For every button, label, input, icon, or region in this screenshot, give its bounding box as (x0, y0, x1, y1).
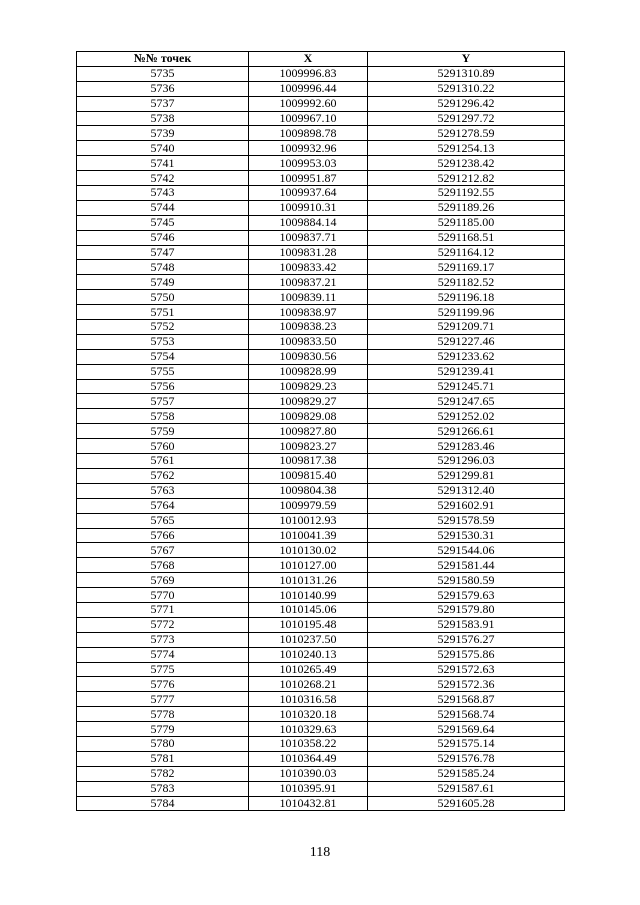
cell-y: 5291283.46 (368, 439, 565, 454)
table-row (77, 647, 565, 662)
cell-x: 1009898.78 (249, 126, 368, 141)
cell-y: 5291199.96 (368, 305, 565, 320)
table-row (77, 171, 565, 186)
cell-point-number: 5775 (77, 662, 249, 677)
cell-x: 1009823.27 (249, 439, 368, 454)
cell-x: 1010240.13 (249, 647, 368, 662)
table-row (77, 141, 565, 156)
table-row (77, 156, 565, 171)
cell-point-number: 5750 (77, 290, 249, 305)
cell-point-number: 5761 (77, 454, 249, 469)
cell-x: 1009937.64 (249, 186, 368, 201)
cell-point-number: 5760 (77, 439, 249, 454)
cell-point-number: 5778 (77, 707, 249, 722)
table-row (77, 111, 565, 126)
cell-y: 5291579.63 (368, 588, 565, 603)
table-row (77, 468, 565, 483)
cell-point-number: 5753 (77, 334, 249, 349)
cell-x: 1010012.93 (249, 513, 368, 528)
table-header-row (77, 52, 565, 67)
cell-x: 1010432.81 (249, 796, 368, 811)
cell-point-number: 5769 (77, 573, 249, 588)
cell-x: 1009951.87 (249, 171, 368, 186)
cell-y: 5291192.55 (368, 186, 565, 201)
cell-x: 1009996.44 (249, 81, 368, 96)
cell-point-number: 5773 (77, 632, 249, 647)
table-row (77, 677, 565, 692)
cell-point-number: 5758 (77, 409, 249, 424)
cell-point-number: 5746 (77, 230, 249, 245)
cell-x: 1010140.99 (249, 588, 368, 603)
cell-point-number: 5755 (77, 364, 249, 379)
cell-x: 1009827.80 (249, 424, 368, 439)
cell-y: 5291572.63 (368, 662, 565, 677)
cell-y: 5291310.22 (368, 81, 565, 96)
cell-x: 1010145.06 (249, 602, 368, 617)
cell-x: 1010265.49 (249, 662, 368, 677)
cell-point-number: 5780 (77, 736, 249, 751)
cell-x: 1009828.99 (249, 364, 368, 379)
cell-x: 1010316.58 (249, 692, 368, 707)
table-row (77, 305, 565, 320)
cell-point-number: 5749 (77, 275, 249, 290)
cell-point-number: 5774 (77, 647, 249, 662)
cell-x: 1010195.48 (249, 617, 368, 632)
cell-x: 1010041.39 (249, 528, 368, 543)
cell-point-number: 5766 (77, 528, 249, 543)
cell-x: 1010320.18 (249, 707, 368, 722)
table-row (77, 766, 565, 781)
cell-y: 5291568.74 (368, 707, 565, 722)
table-row (77, 394, 565, 409)
cell-y: 5291579.80 (368, 602, 565, 617)
table-row (77, 588, 565, 603)
cell-y: 5291168.51 (368, 230, 565, 245)
cell-y: 5291189.26 (368, 200, 565, 215)
cell-point-number: 5777 (77, 692, 249, 707)
table-row (77, 617, 565, 632)
cell-y: 5291239.41 (368, 364, 565, 379)
cell-point-number: 5784 (77, 796, 249, 811)
cell-x: 1009817.38 (249, 454, 368, 469)
cell-y: 5291585.24 (368, 766, 565, 781)
cell-point-number: 5779 (77, 722, 249, 737)
cell-x: 1009804.38 (249, 483, 368, 498)
cell-y: 5291310.89 (368, 66, 565, 81)
cell-point-number: 5754 (77, 349, 249, 364)
cell-point-number: 5748 (77, 260, 249, 275)
cell-point-number: 5764 (77, 498, 249, 513)
cell-y: 5291233.62 (368, 349, 565, 364)
table-row (77, 528, 565, 543)
cell-y: 5291252.02 (368, 409, 565, 424)
cell-y: 5291209.71 (368, 320, 565, 335)
table-row (77, 662, 565, 677)
table-row (77, 290, 565, 305)
table-row (77, 200, 565, 215)
table-row (77, 215, 565, 230)
cell-x: 1009932.96 (249, 141, 368, 156)
cell-y: 5291254.13 (368, 141, 565, 156)
cell-x: 1009837.71 (249, 230, 368, 245)
page-number: 118 (309, 845, 331, 860)
cell-x: 1009996.83 (249, 66, 368, 81)
cell-x: 1009839.11 (249, 290, 368, 305)
cell-y: 5291569.64 (368, 722, 565, 737)
cell-x: 1010127.00 (249, 558, 368, 573)
table-row (77, 796, 565, 811)
cell-y: 5291212.82 (368, 171, 565, 186)
cell-y: 5291605.28 (368, 796, 565, 811)
table-row (77, 379, 565, 394)
cell-x: 1009815.40 (249, 468, 368, 483)
table-row (77, 558, 565, 573)
cell-y: 5291576.78 (368, 751, 565, 766)
table-row (77, 573, 565, 588)
cell-point-number: 5740 (77, 141, 249, 156)
cell-y: 5291266.61 (368, 424, 565, 439)
cell-point-number: 5736 (77, 81, 249, 96)
table-row (77, 126, 565, 141)
table-row (77, 245, 565, 260)
cell-point-number: 5763 (77, 483, 249, 498)
table-row (77, 632, 565, 647)
cell-y: 5291164.12 (368, 245, 565, 260)
table-body (77, 66, 565, 811)
cell-x: 1009833.42 (249, 260, 368, 275)
cell-x: 1009829.27 (249, 394, 368, 409)
cell-x: 1009953.03 (249, 156, 368, 171)
cell-y: 5291169.17 (368, 260, 565, 275)
table-row (77, 439, 565, 454)
cell-x: 1010358.22 (249, 736, 368, 751)
cell-point-number: 5783 (77, 781, 249, 796)
cell-x: 1010395.91 (249, 781, 368, 796)
table-row (77, 543, 565, 558)
table-row (77, 692, 565, 707)
table-row (77, 260, 565, 275)
table-row (77, 409, 565, 424)
cell-y: 5291297.72 (368, 111, 565, 126)
cell-x: 1010130.02 (249, 543, 368, 558)
cell-x: 1009884.14 (249, 215, 368, 230)
cell-point-number: 5744 (77, 200, 249, 215)
header-point-number: №№ точек (77, 52, 249, 67)
cell-y: 5291296.42 (368, 96, 565, 111)
cell-y: 5291583.91 (368, 617, 565, 632)
cell-point-number: 5737 (77, 96, 249, 111)
cell-x: 1009829.23 (249, 379, 368, 394)
table-row (77, 736, 565, 751)
cell-x: 1010268.21 (249, 677, 368, 692)
cell-y: 5291238.42 (368, 156, 565, 171)
table-row (77, 483, 565, 498)
cell-point-number: 5771 (77, 602, 249, 617)
cell-y: 5291245.71 (368, 379, 565, 394)
table-row (77, 81, 565, 96)
cell-x: 1009992.60 (249, 96, 368, 111)
cell-y: 5291587.61 (368, 781, 565, 796)
cell-point-number: 5757 (77, 394, 249, 409)
cell-y: 5291572.36 (368, 677, 565, 692)
cell-x: 1010329.63 (249, 722, 368, 737)
cell-y: 5291182.52 (368, 275, 565, 290)
table-row (77, 781, 565, 796)
cell-x: 1009967.10 (249, 111, 368, 126)
table-row (77, 454, 565, 469)
cell-point-number: 5762 (77, 468, 249, 483)
cell-y: 5291196.18 (368, 290, 565, 305)
cell-point-number: 5776 (77, 677, 249, 692)
cell-point-number: 5738 (77, 111, 249, 126)
cell-point-number: 5765 (77, 513, 249, 528)
cell-x: 1009838.23 (249, 320, 368, 335)
table-row (77, 66, 565, 81)
cell-x: 1009837.21 (249, 275, 368, 290)
cell-y: 5291576.27 (368, 632, 565, 647)
cell-x: 1010131.26 (249, 573, 368, 588)
cell-point-number: 5745 (77, 215, 249, 230)
table-row (77, 334, 565, 349)
cell-point-number: 5759 (77, 424, 249, 439)
cell-y: 5291580.59 (368, 573, 565, 588)
cell-x: 1009910.31 (249, 200, 368, 215)
cell-point-number: 5770 (77, 588, 249, 603)
cell-x: 1010390.03 (249, 766, 368, 781)
cell-y: 5291227.46 (368, 334, 565, 349)
cell-point-number: 5767 (77, 543, 249, 558)
table-row (77, 349, 565, 364)
cell-y: 5291568.87 (368, 692, 565, 707)
cell-x: 1010237.50 (249, 632, 368, 647)
cell-x: 1010364.49 (249, 751, 368, 766)
table-row (77, 230, 565, 245)
cell-point-number: 5782 (77, 766, 249, 781)
cell-x: 1009830.56 (249, 349, 368, 364)
table-row (77, 364, 565, 379)
cell-point-number: 5751 (77, 305, 249, 320)
cell-y: 5291247.65 (368, 394, 565, 409)
cell-point-number: 5756 (77, 379, 249, 394)
coordinates-table (76, 51, 565, 811)
cell-point-number: 5735 (77, 66, 249, 81)
cell-y: 5291299.81 (368, 468, 565, 483)
cell-y: 5291575.86 (368, 647, 565, 662)
cell-y: 5291602.91 (368, 498, 565, 513)
cell-point-number: 5741 (77, 156, 249, 171)
table-row (77, 498, 565, 513)
cell-point-number: 5743 (77, 186, 249, 201)
cell-point-number: 5768 (77, 558, 249, 573)
cell-point-number: 5747 (77, 245, 249, 260)
cell-x: 1009833.50 (249, 334, 368, 349)
cell-x: 1009838.97 (249, 305, 368, 320)
cell-y: 5291296.03 (368, 454, 565, 469)
table-row (77, 96, 565, 111)
cell-y: 5291278.59 (368, 126, 565, 141)
cell-x: 1009831.28 (249, 245, 368, 260)
cell-point-number: 5752 (77, 320, 249, 335)
cell-y: 5291544.06 (368, 543, 565, 558)
cell-y: 5291312.40 (368, 483, 565, 498)
cell-point-number: 5781 (77, 751, 249, 766)
cell-y: 5291185.00 (368, 215, 565, 230)
cell-point-number: 5739 (77, 126, 249, 141)
table-row (77, 602, 565, 617)
header-y: Y (368, 52, 565, 67)
table-row (77, 513, 565, 528)
cell-y: 5291575.14 (368, 736, 565, 751)
cell-y: 5291530.31 (368, 528, 565, 543)
table-row (77, 722, 565, 737)
cell-point-number: 5772 (77, 617, 249, 632)
table-row (77, 424, 565, 439)
cell-point-number: 5742 (77, 171, 249, 186)
cell-y: 5291578.59 (368, 513, 565, 528)
table-row (77, 275, 565, 290)
header-x: X (249, 52, 368, 67)
table-row (77, 707, 565, 722)
table-row (77, 320, 565, 335)
cell-y: 5291581.44 (368, 558, 565, 573)
table-row (77, 186, 565, 201)
cell-x: 1009829.08 (249, 409, 368, 424)
cell-x: 1009979.59 (249, 498, 368, 513)
table-row (77, 751, 565, 766)
